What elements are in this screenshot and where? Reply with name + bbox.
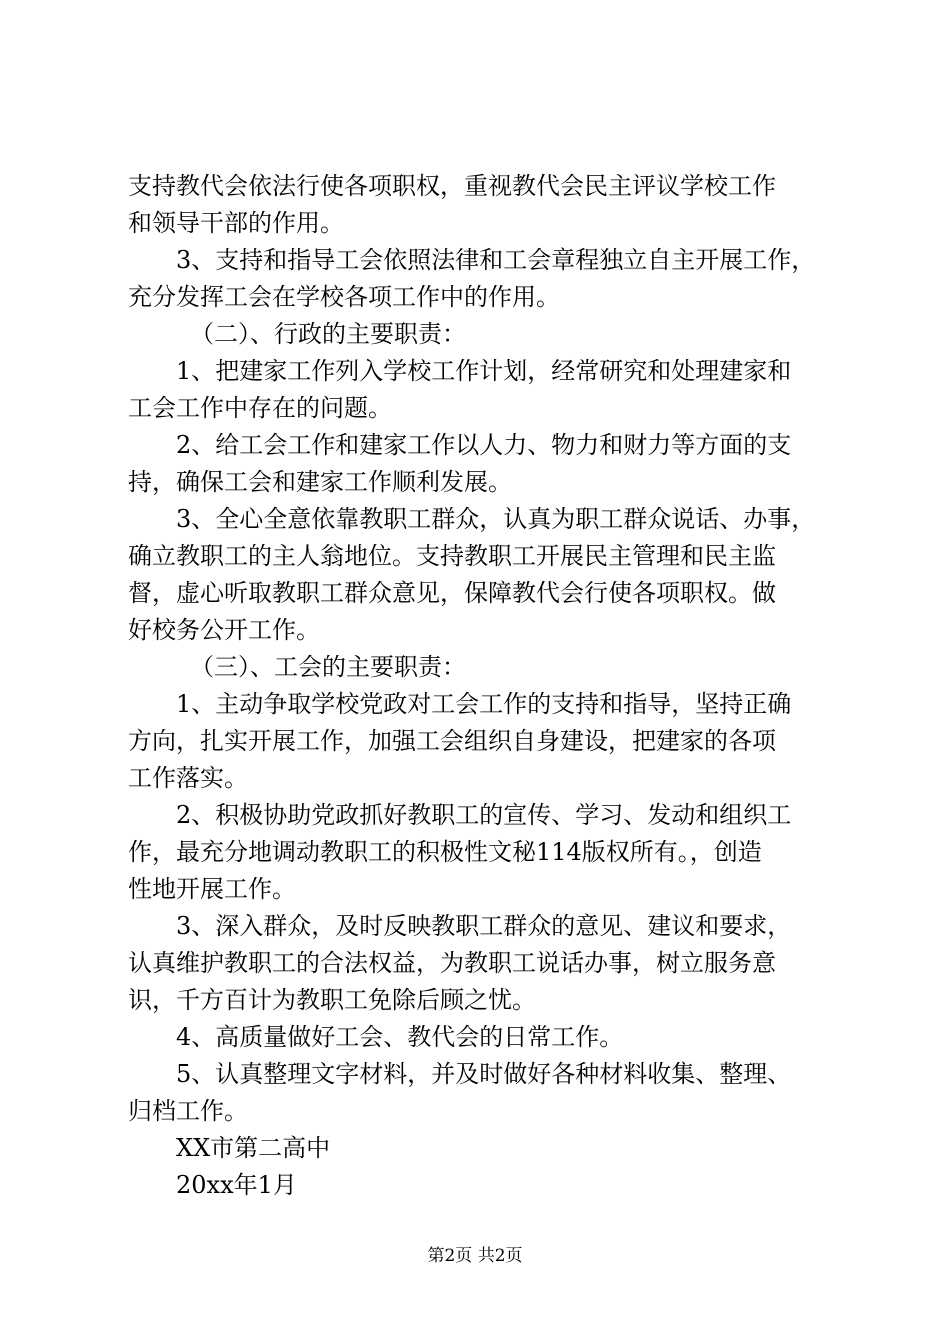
- paragraph-line: 充分发挥工会在学校各项工作中的作用。: [128, 283, 560, 311]
- section-heading: （二）、行政的主要职责：: [190, 320, 466, 348]
- paragraph-line: 2、积极协助党政抓好教职工的宣传、学习、发动和组织工: [176, 801, 792, 829]
- paragraph-line: 督，虚心听取教职工群众意见，保障教代会行使各项职权。做: [128, 579, 776, 607]
- paragraph-line: 1、主动争取学校党政对工会工作的支持和指导，坚持正确: [176, 690, 792, 718]
- page-footer: [0, 1244, 950, 1268]
- paragraph-line: 3、支持和指导工会依照法律和工会章程独立自主开展工作，: [176, 246, 816, 274]
- paragraph-line: 归档工作。: [128, 1097, 248, 1125]
- paragraph-line: 认真维护教职工的合法权益，为教职工说话办事，树立服务意: [128, 949, 776, 977]
- paragraph-line: 性地开展工作。: [128, 875, 296, 903]
- paragraph-line: 作，最充分地调动教职工的积极性文秘114版权所有。，创造: [128, 838, 762, 866]
- paragraph-line: 2、给工会工作和建家工作以人力、物力和财力等方面的支: [176, 431, 792, 459]
- paragraph-line: 3、全心全意依靠教职工群众，认真为职工群众说话、办事，: [176, 505, 816, 533]
- paragraph-line: 4、高质量做好工会、教代会的日常工作。: [176, 1023, 624, 1051]
- paragraph-line: 确立教职工的主人翁地位。支持教职工开展民主管理和民主监: [128, 542, 776, 570]
- paragraph-line: 工作落实。: [128, 764, 248, 792]
- paragraph-line: 3、深入群众，及时反映教职工群众的意见、建议和要求，: [176, 912, 792, 940]
- page-number-label: 第2页 共2页: [427, 1246, 523, 1266]
- paragraph-line: 方向，扎实开展工作，加强工会组织自身建设，把建家的各项: [128, 727, 776, 755]
- paragraph-line: 5、认真整理文字材料，并及时做好各种材料收集、整理、: [176, 1060, 792, 1088]
- paragraph-line: 支持教代会依法行使各项职权，重视教代会民主评议学校工作: [128, 172, 776, 200]
- document-body: [128, 168, 840, 1204]
- signature-date: 20xx年1月: [176, 1171, 297, 1199]
- paragraph-line: 和领导干部的作用。: [128, 209, 344, 237]
- paragraph-line: 1、把建家工作列入学校工作计划，经常研究和处理建家和: [176, 357, 792, 385]
- paragraph-line: 好校务公开工作。: [128, 616, 320, 644]
- paragraph-line: 持，确保工会和建家工作顺利发展。: [128, 468, 512, 496]
- paragraph-line: 识，千方百计为教职工免除后顾之忧。: [128, 986, 536, 1014]
- paragraph-line: 工会工作中存在的问题。: [128, 394, 392, 422]
- section-heading: （三）、工会的主要职责：: [190, 653, 466, 681]
- signature-organization: XX市第二高中: [176, 1134, 331, 1162]
